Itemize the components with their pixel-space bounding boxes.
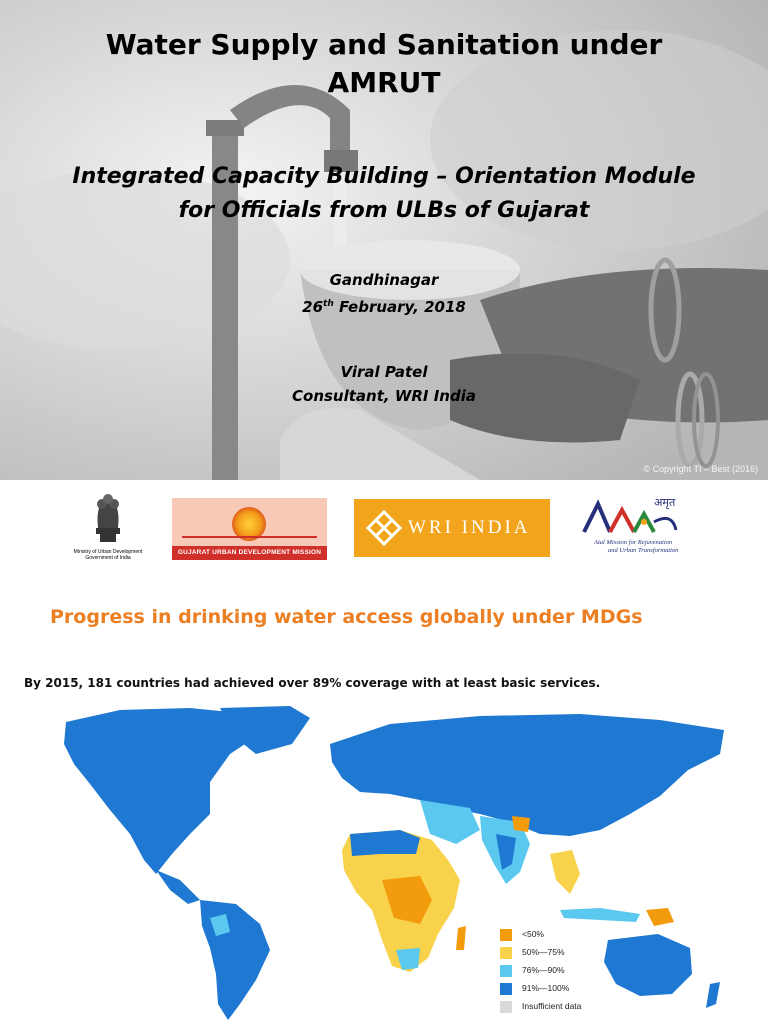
legend-label: 50%—75%: [522, 947, 565, 957]
legend-swatch: [500, 983, 512, 995]
amrut-line-2: and Urban Transformation: [608, 547, 679, 554]
legend-item-insufficient: [500, 999, 610, 1017]
legend-swatch: [500, 929, 512, 941]
slide-heading: Progress in drinking water access globally under MDGs: [50, 606, 643, 628]
sun-icon: [172, 498, 327, 546]
legend-label: 91%—100%: [522, 983, 570, 993]
amrut-logo: [580, 492, 700, 562]
map-southeast-asia: [550, 850, 580, 894]
wri-label: WRI INDIA: [408, 517, 531, 538]
slide-caption: By 2015, 181 countries had achieved over 89% coverage with at least basic services.: [24, 676, 601, 690]
drinking-water-slide: [0, 572, 768, 1024]
subtitle-line-2: for Officials from ULBs of Gujarat: [178, 198, 590, 223]
map-new-zealand: [706, 982, 720, 1008]
gudm-label: GUJARAT URBAN DEVELOPMENT MISSION: [172, 546, 327, 560]
event-date: [0, 292, 768, 319]
emblem-caption-2: Government of India: [85, 555, 131, 561]
date-rest: February, 2018: [333, 298, 466, 316]
map-central-america: [156, 870, 200, 904]
amrut-hindi-text: अमृत: [654, 496, 676, 509]
title-line-1: Water Supply and Sanitation under: [105, 28, 663, 61]
date-suffix: th: [323, 299, 334, 309]
map-north-africa: [350, 830, 420, 856]
legend-swatch: [500, 965, 512, 977]
map-madagascar: [456, 926, 466, 950]
event-place-date: [0, 268, 768, 319]
legend-label: <50%: [522, 929, 544, 939]
legend-swatch: [500, 947, 512, 959]
map-afghanistan: [512, 816, 530, 832]
legend-item-50-75: [500, 945, 610, 963]
slide-title: [0, 26, 768, 102]
map-indonesia: [560, 908, 640, 922]
event-place: Gandhinagar: [329, 271, 439, 289]
world-coverage-map: [60, 704, 728, 1022]
title-slide: [0, 0, 768, 480]
amrut-mark-icon: [580, 492, 690, 538]
legend-swatch: [500, 1001, 512, 1013]
map-papua: [646, 908, 674, 926]
subtitle-line-1: Integrated Capacity Building – Orientation Module: [72, 164, 696, 189]
presenter-block: [0, 360, 768, 408]
map-australia: [604, 934, 692, 996]
slide-subtitle: [0, 160, 768, 228]
legend-label: Insufficient data: [522, 1001, 582, 1011]
emblem-caption-1: Ministry of Urban Development: [73, 549, 143, 555]
logo-strip: [0, 480, 768, 572]
national-emblem-icon: [88, 488, 128, 544]
title-line-2: AMRUT: [327, 66, 441, 99]
date-day: 26: [302, 298, 324, 316]
moud-emblem-logo: [66, 488, 150, 568]
photo-credit: © Copyright TI – Best (2016): [643, 464, 758, 474]
legend-label: 76%—90%: [522, 965, 565, 975]
amrut-line-1: Atal Mission for Rejuvenation: [594, 539, 673, 546]
legend-item-91-100: [500, 981, 610, 999]
map-north-america: [64, 708, 260, 874]
map-legend: [500, 927, 610, 1017]
gudm-logo: [172, 498, 327, 560]
wri-lattice-icon: [364, 508, 404, 548]
legend-item-lt50: [500, 927, 610, 945]
legend-item-76-90: [500, 963, 610, 981]
presenter-name: Viral Patel: [340, 363, 428, 381]
wri-india-logo: [354, 499, 550, 557]
presenter-role: Consultant, WRI India: [292, 387, 476, 405]
